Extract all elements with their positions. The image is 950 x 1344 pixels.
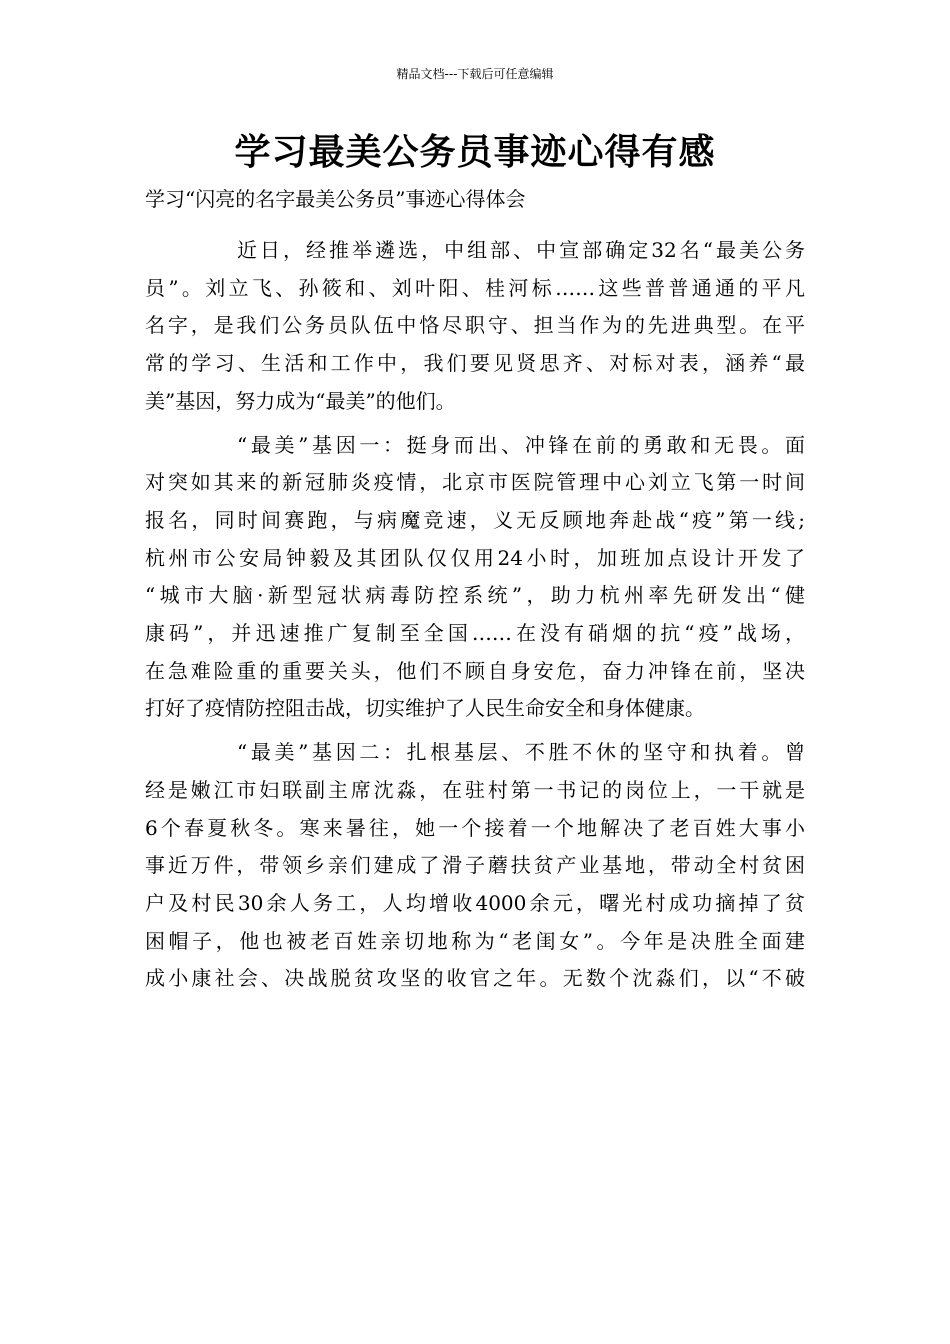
paragraph-line: “城市大脑·新型冠状病毒防控系统”，助力杭州率先研发出“健 [145, 583, 805, 608]
paragraph-line: 康码”，并迅速推广复制至全国……在没有硝烟的抗“疫”战场， [145, 621, 805, 646]
paragraph-line: 杭州市公安局钟毅及其团队仅仅用24小时，加班加点设计开发了 [145, 545, 805, 570]
paragraph-line: 困帽子，他也被老百姓亲切地称为“老闺女”。今年是决胜全面建 [145, 928, 805, 953]
paragraph-line: 6个春夏秋冬。寒来暑往，她一个接着一个地解决了老百姓大事小 [145, 815, 805, 840]
paragraph-line: “最美”基因一：挺身而出、冲锋在前的勇敢和无畏。面 [237, 432, 805, 457]
paragraph-line: 经是嫩江市妇联副主席沈淼，在驻村第一书记的岗位上，一干就是 [145, 777, 805, 802]
paragraph-line: 报名，同时间赛跑，与病魔竞速，义无反顾地奔赴战“疫”第一线; [145, 507, 805, 532]
paragraph-line: 近日，经推举遴选，中组部、中宣部确定32名“最美公务 [237, 238, 805, 262]
paragraph-line: 事近万件，带领乡亲们建成了滑子蘑扶贫产业基地，带动全村贫困 [145, 853, 805, 878]
paragraph [145, 734, 805, 998]
document-body [145, 232, 805, 1004]
header-note: 精品文档---下载后可任意编辑 [396, 67, 554, 81]
paragraph-line: 员”。刘立飞、孙筱和、刘叶阳、桂河标……这些普普通通的平凡 [145, 275, 805, 300]
document-subtitle: 学习“闪亮的名字最美公务员”事迹心得体会 [145, 187, 526, 211]
paragraph [145, 232, 805, 421]
paragraph-line: 成小康社会、决战脱贫攻坚的收官之年。无数个沈淼们，以“不破 [145, 966, 805, 991]
paragraph [145, 427, 805, 729]
paragraph-line: 户及村民30余人务工，人均增收4000余元，曙光村成功摘掉了贫 [145, 890, 805, 915]
paragraph-line: 名字，是我们公务员队伍中恪尽职守、担当作为的先进典型。在平 [145, 313, 805, 338]
paragraph-line: 打好了疫情防控阻击战，切实维护了人民生命安全和身体健康。 [145, 696, 705, 721]
paragraph-line: 对突如其来的新冠肺炎疫情，北京市医院管理中心刘立飞第一时间 [145, 470, 805, 495]
paragraph-line: “最美”基因二：扎根基层、不胜不休的坚守和执着。曾 [237, 740, 805, 765]
document-title: 学习最美公务员事迹心得有感 [234, 132, 716, 173]
paragraph-line: 常的学习、生活和工作中，我们要见贤思齐、对标对表，涵养“最 [145, 351, 805, 376]
paragraph-line: 在急难险重的重要关头，他们不顾自身安危，奋力冲锋在前，坚决 [145, 658, 805, 683]
paragraph-line: 美”基因，努力成为“最美”的他们。 [145, 388, 456, 413]
